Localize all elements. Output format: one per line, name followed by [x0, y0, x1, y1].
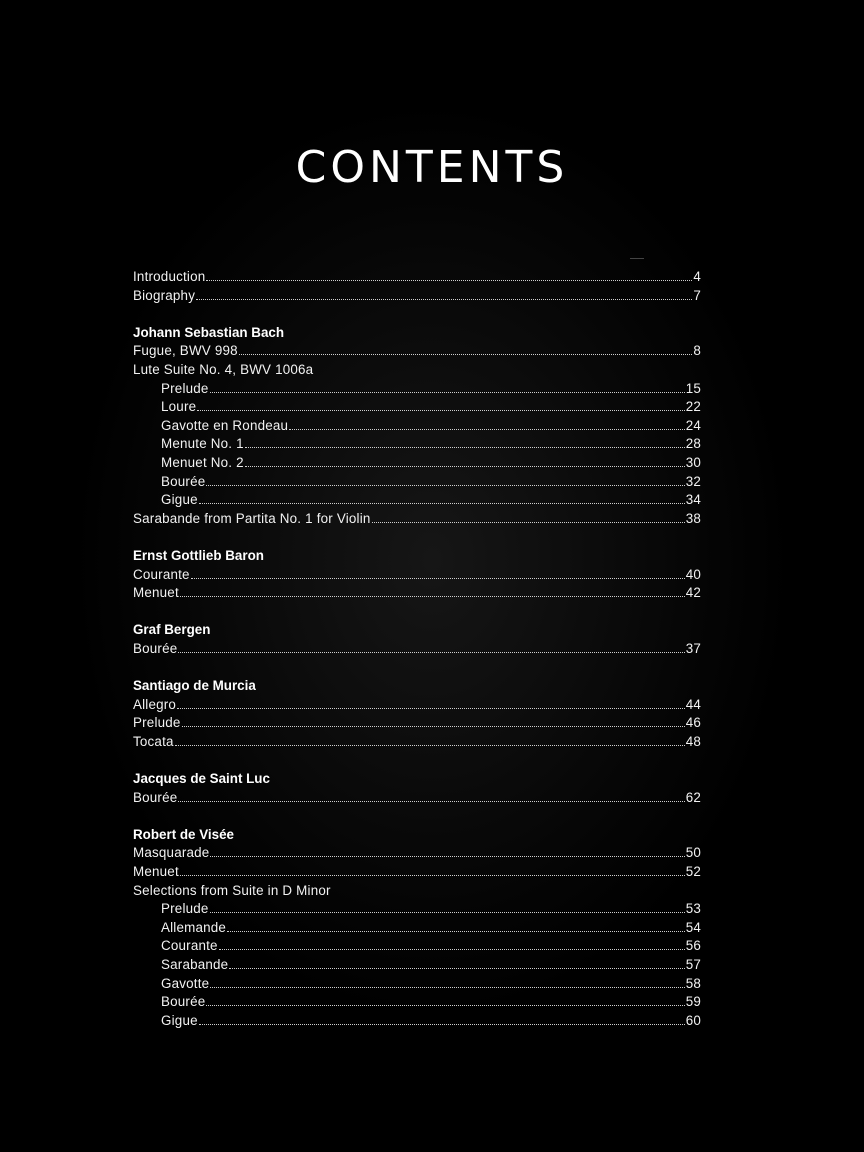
- leader-dots: [199, 1013, 685, 1025]
- toc-entry-label: Menuet: [133, 585, 179, 601]
- leader-dots: [227, 920, 685, 932]
- decorative-speck: [630, 258, 644, 259]
- toc-group-label: Lute Suite No. 4, BWV 1006a: [133, 361, 314, 377]
- toc-entry-biography[interactable]: [133, 287, 701, 306]
- toc-entry[interactable]: [133, 398, 701, 417]
- leader-dots: [219, 938, 685, 950]
- toc-entry-page: 8: [693, 343, 701, 359]
- leader-dots: [245, 436, 685, 448]
- leader-dots: [210, 976, 684, 988]
- leader-dots: [289, 418, 685, 430]
- toc-entry-label: Bourée: [161, 473, 206, 489]
- toc-entry-label: Sarabande from Partita No. 1 for Violin: [133, 510, 371, 526]
- leader-dots: [178, 790, 684, 802]
- leader-dots: [175, 734, 685, 746]
- leader-dots: [197, 399, 684, 411]
- composer-heading: Johann Sebastian Bach: [133, 324, 285, 340]
- toc-entry-label: Allemande: [161, 919, 227, 935]
- toc-entry-page: 60: [685, 1012, 701, 1028]
- toc-group-label: Selections from Suite in D Minor: [133, 882, 331, 898]
- leader-dots: [210, 381, 685, 393]
- toc-entry-page: 24: [685, 417, 701, 433]
- leader-dots: [191, 567, 685, 579]
- toc-entry[interactable]: [133, 417, 701, 436]
- toc-entry[interactable]: [133, 342, 701, 361]
- leader-dots: [210, 901, 685, 913]
- toc-entry[interactable]: [133, 566, 701, 585]
- toc-entry-page: 48: [685, 733, 701, 749]
- composer-sections: [133, 324, 701, 1031]
- toc-entry[interactable]: [133, 789, 701, 808]
- toc-entry[interactable]: [133, 714, 701, 733]
- leader-dots: [180, 864, 685, 876]
- toc-entry-page: 59: [685, 994, 701, 1010]
- toc-entry-page: 30: [685, 454, 701, 470]
- toc-entry-page: 32: [685, 473, 701, 489]
- toc-entry[interactable]: [133, 956, 701, 975]
- toc-entry-page: 58: [685, 975, 701, 991]
- toc-entry-page: 34: [685, 492, 701, 508]
- toc-entry-label: Prelude: [161, 380, 209, 396]
- leader-dots: [229, 957, 684, 969]
- toc-entry-label: Courante: [161, 938, 218, 954]
- toc-entry-introduction[interactable]: [133, 268, 701, 287]
- toc-entry-label: Allegro: [133, 696, 177, 712]
- toc-entry-label: Bourée: [133, 789, 178, 805]
- toc-entry[interactable]: [133, 1012, 701, 1031]
- toc-entry[interactable]: [133, 380, 701, 399]
- toc-entry-page: 46: [685, 715, 701, 731]
- toc-entry-label: Gavotte en Rondeau: [161, 417, 289, 433]
- leader-dots: [206, 269, 692, 281]
- leader-dots: [245, 455, 685, 467]
- composer-heading: Robert de Visée: [133, 826, 234, 842]
- toc-entry-label: Gavotte: [161, 975, 210, 991]
- leader-dots: [199, 492, 685, 504]
- toc-entry[interactable]: [133, 844, 701, 863]
- leader-dots: [206, 474, 684, 486]
- toc-entry-page: 42: [685, 585, 701, 601]
- toc-entry[interactable]: [133, 863, 701, 882]
- toc-entry-label: Courante: [133, 566, 190, 582]
- toc-entry-label: Introduction: [133, 269, 206, 284]
- table-of-contents: [133, 268, 701, 1030]
- composer-heading: Santiago de Murcia: [133, 678, 256, 694]
- toc-entry[interactable]: [133, 473, 701, 492]
- toc-entry-label: Bourée: [133, 640, 178, 656]
- toc-entry-page: 52: [685, 864, 701, 879]
- toc-entry-page: 53: [685, 901, 701, 917]
- toc-entry-label: Menuet No. 2: [161, 454, 244, 470]
- toc-entry[interactable]: [133, 975, 701, 994]
- toc-entry-page: 15: [685, 380, 701, 396]
- toc-entry[interactable]: [133, 510, 701, 529]
- toc-entry[interactable]: [133, 584, 701, 603]
- toc-entry-page: 44: [685, 696, 701, 712]
- toc-entry-page: 56: [685, 938, 701, 954]
- toc-entry-label: Prelude: [133, 715, 181, 731]
- toc-entry-page: 7: [693, 287, 701, 303]
- toc-entry[interactable]: [133, 454, 701, 473]
- toc-entry[interactable]: [133, 491, 701, 510]
- toc-entry[interactable]: [133, 435, 701, 454]
- leader-dots: [210, 845, 684, 857]
- toc-entry-page: 37: [685, 640, 701, 656]
- leader-dots: [239, 343, 693, 355]
- toc-entry-page: 28: [685, 436, 701, 452]
- toc-entry-page: 4: [693, 269, 701, 284]
- toc-entry[interactable]: [133, 696, 701, 715]
- toc-entry-page: 62: [685, 789, 701, 805]
- toc-entry-label: Masquarade: [133, 845, 210, 861]
- leader-dots: [372, 511, 685, 523]
- composer-heading: Ernst Gottlieb Baron: [133, 547, 264, 563]
- page-title: CONTENTS: [295, 142, 569, 193]
- toc-entry-page: 22: [685, 399, 701, 415]
- leader-dots: [196, 288, 692, 300]
- leader-dots: [180, 585, 685, 597]
- toc-entry[interactable]: [133, 640, 701, 659]
- toc-entry-page: 54: [685, 919, 701, 935]
- toc-entry[interactable]: [133, 993, 701, 1012]
- toc-entry-label: Gigue: [161, 492, 198, 508]
- toc-entry-label: Fugue, BWV 998: [133, 343, 238, 359]
- toc-entry-label: Menute No. 1: [161, 436, 244, 452]
- toc-entry-label: Tocata: [133, 733, 174, 749]
- leader-dots: [206, 994, 684, 1006]
- toc-entry-label: Sarabande: [161, 956, 229, 972]
- composer-heading: Graf Bergen: [133, 622, 211, 638]
- leader-dots: [182, 715, 685, 727]
- toc-entry-page: 50: [685, 845, 701, 861]
- composer-heading: Jacques de Saint Luc: [133, 771, 270, 787]
- toc-entry-label: Bourée: [161, 994, 206, 1010]
- leader-dots: [178, 641, 684, 653]
- toc-entry[interactable]: [133, 733, 701, 752]
- toc-entry[interactable]: [133, 900, 701, 919]
- toc-entry-page: 40: [685, 566, 701, 582]
- toc-entry-label: Loure: [161, 399, 197, 415]
- toc-entry-page: 38: [685, 510, 701, 526]
- toc-entry-label: Gigue: [161, 1012, 198, 1028]
- toc-entry-label: Biography: [133, 287, 196, 303]
- leader-dots: [177, 697, 685, 709]
- toc-entry-label: Menuet: [133, 864, 179, 879]
- toc-entry[interactable]: [133, 919, 701, 938]
- toc-entry-page: 57: [685, 956, 701, 972]
- toc-entry-label: Prelude: [161, 901, 209, 917]
- toc-entry[interactable]: [133, 937, 701, 956]
